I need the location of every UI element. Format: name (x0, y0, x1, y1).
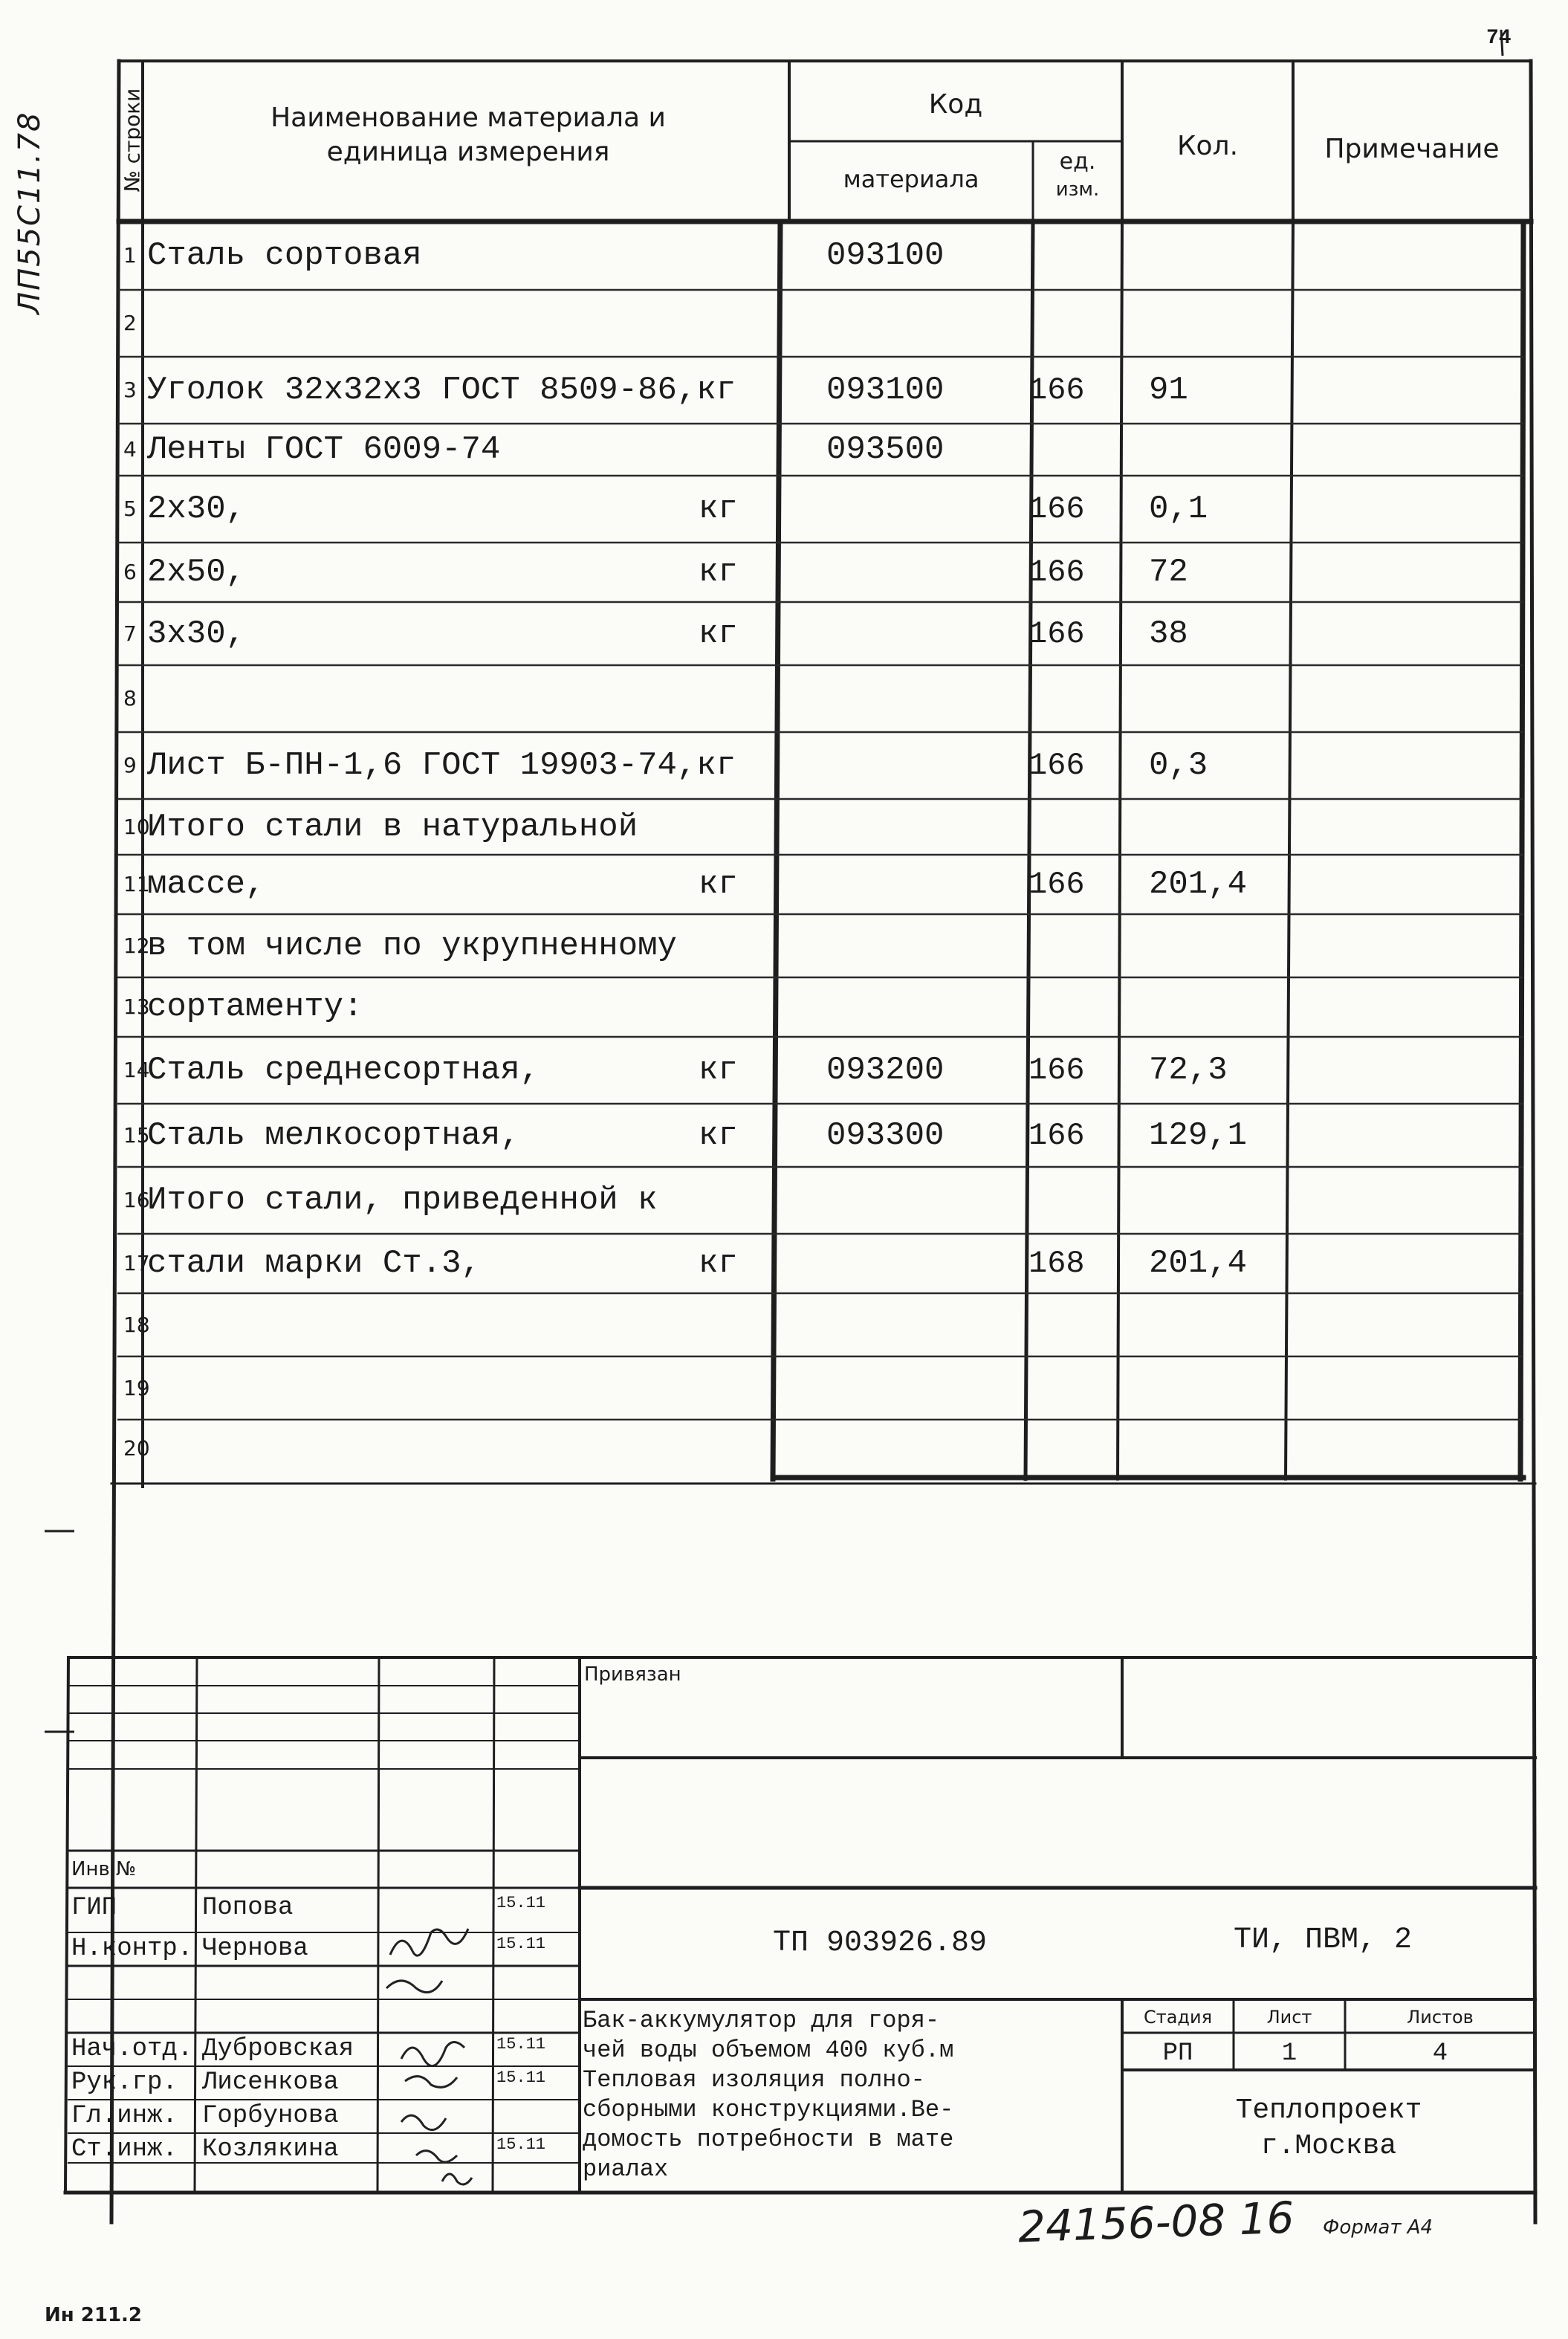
description-line: Бак-аккумулятор для горя- (583, 2007, 940, 2034)
material-name: в том числе по укрупненному (147, 927, 677, 965)
note-header: Примечание (1324, 134, 1500, 164)
stage-label: Стадия (1143, 2007, 1213, 2028)
page-number: 74 (1486, 27, 1512, 50)
unit-code: 166 (1028, 748, 1085, 783)
sheet-value: 1 (1281, 2039, 1298, 2068)
sheets-value: 4 (1432, 2039, 1448, 2068)
description-line: риалах (583, 2155, 669, 2183)
unit-label: кг (699, 554, 738, 591)
unit-label: кг (699, 1116, 738, 1154)
unit-code: 166 (1028, 372, 1085, 408)
quantity: 0,3 (1149, 747, 1208, 784)
description-line: домость потребности в мате (583, 2126, 954, 2153)
stage-value: РП (1162, 2039, 1193, 2068)
signer-date: 15.11 (496, 2035, 546, 2054)
doc-mark: ТИ, ПВМ, 2 (1234, 1924, 1413, 1957)
signer-name: Лисенкова (202, 2068, 339, 2097)
form-code: Ин 211.2 (45, 2304, 143, 2326)
row-number: 4 (123, 437, 137, 462)
material-code: 093100 (826, 237, 945, 274)
unit-code: 166 (1028, 491, 1085, 527)
signer-name: Козлякина (202, 2135, 339, 2164)
row-number: 10 (123, 814, 150, 839)
row-number: 2 (123, 311, 137, 335)
row-number: 7 (123, 621, 137, 646)
handwritten-number: 24156-08 16 (1017, 2192, 1295, 2253)
material-name: стали марки Ст.3, (147, 1245, 481, 1282)
quantity: 0,1 (1149, 491, 1208, 528)
material-name: Уголок 32х32х3 ГОСТ 8509-86,кг (147, 372, 736, 409)
material-name: Сталь среднесортная, (147, 1052, 540, 1089)
row-number: 16 (123, 1188, 150, 1212)
row-number: 1 (123, 243, 137, 268)
code-unit-header-line2: изм. (1055, 178, 1100, 201)
row-number: 18 (123, 1312, 150, 1337)
side-stamp: ЛП55С11.78 (13, 111, 47, 314)
unit-label: кг (699, 615, 738, 653)
signer-name: Попова (202, 1894, 294, 1922)
name-header-line1: Наименование материала и (270, 103, 666, 133)
row-number: 13 (123, 994, 150, 1019)
code-unit-header-line1: ед. (1059, 149, 1096, 175)
row-number: 20 (123, 1436, 150, 1460)
row-number-header: № строки (120, 88, 145, 193)
material-code: 093200 (826, 1052, 945, 1089)
organization-city: г.Москва (1260, 2130, 1397, 2162)
signer-role: ГИП (71, 1894, 117, 1922)
signer-name: Чернова (202, 1935, 308, 1963)
row-number: 3 (123, 378, 137, 402)
unit-label: кг (699, 1245, 738, 1282)
row-number: 11 (123, 872, 150, 896)
material-name: 2х50, (147, 554, 246, 591)
quantity: 72,3 (1149, 1052, 1228, 1089)
privyazan-label: Привязан (584, 1663, 681, 1686)
signer-name: Горбунова (202, 2102, 339, 2130)
quantity: 72 (1149, 554, 1188, 591)
material-name: Ленты ГОСТ 6009-74 (147, 431, 501, 468)
signer-role: Гл.инж. (71, 2102, 178, 2130)
qty-header: Кол. (1176, 131, 1239, 161)
format-label: Формат А4 (1323, 2216, 1433, 2239)
row-number: 6 (123, 560, 137, 584)
signer-role: Рук.гр. (71, 2068, 178, 2097)
unit-label: кг (699, 491, 738, 528)
row-number: 14 (123, 1058, 150, 1082)
material-name: Итого стали в натуральной (147, 808, 638, 846)
material-name: сортаменту: (147, 989, 363, 1026)
unit-label: кг (699, 866, 738, 903)
signer-role: Н.контр. (71, 1935, 193, 1963)
row-number: 5 (123, 496, 137, 521)
name-header-line2: единица измерения (326, 137, 610, 167)
material-code: 093300 (826, 1116, 945, 1154)
row-number: 15 (123, 1122, 150, 1148)
material-name: 2х30, (147, 491, 246, 528)
material-code: 093100 (826, 372, 945, 409)
sheet-label: Лист (1266, 2007, 1312, 2028)
quantity: 201,4 (1149, 1245, 1248, 1282)
material-name: Сталь мелкосортная, (147, 1116, 520, 1154)
signer-date: 15.11 (496, 2068, 546, 2087)
inv-no-label: Инв № (71, 1858, 137, 1880)
signer-role: Ст.инж. (71, 2135, 178, 2164)
unit-code: 166 (1028, 615, 1085, 652)
description-line: чей воды объемом 400 куб.м (583, 2036, 954, 2064)
material-name: Лист Б-ПН-1,6 ГОСТ 19903-74,кг (147, 747, 736, 784)
signer-date: 15.11 (496, 2135, 546, 2154)
quantity: 129,1 (1149, 1116, 1248, 1154)
signer-name: Дубровская (202, 2035, 354, 2063)
quantity: 91 (1149, 372, 1188, 409)
doc-code: ТП 903926.89 (773, 1926, 988, 1960)
sheets-label: Листов (1407, 2007, 1474, 2028)
material-name: Сталь сортовая (147, 237, 422, 274)
code-header: Код (928, 89, 983, 120)
signer-date: 15.11 (496, 1894, 546, 1912)
material-code: 093500 (826, 431, 945, 468)
organization-name: Теплопроект (1235, 2094, 1422, 2126)
description-line: Тепловая изоляция полно- (583, 2066, 925, 2094)
unit-code: 168 (1028, 1246, 1085, 1281)
signer-role: Нач.отд. (71, 2035, 193, 2063)
unit-code: 166 (1028, 1052, 1085, 1088)
row-number: 17 (123, 1251, 150, 1275)
unit-code: 166 (1028, 1117, 1085, 1154)
material-name: 3х30, (147, 615, 246, 653)
material-name: массе, (147, 866, 265, 903)
row-number: 8 (123, 686, 137, 711)
signer-date: 15.11 (496, 1935, 546, 1953)
description-line: сборными конструкциями.Ве- (583, 2096, 954, 2123)
row-number: 19 (123, 1375, 150, 1400)
material-name: Итого стали, приведенной к (147, 1182, 658, 1219)
unit-code: 166 (1028, 554, 1085, 590)
unit-label: кг (699, 1052, 738, 1089)
quantity: 38 (1149, 615, 1188, 653)
quantity: 201,4 (1149, 866, 1248, 903)
row-number: 12 (123, 933, 150, 958)
unit-code: 166 (1028, 867, 1085, 902)
code-material-header: материала (843, 165, 979, 193)
row-number: 9 (123, 753, 137, 777)
